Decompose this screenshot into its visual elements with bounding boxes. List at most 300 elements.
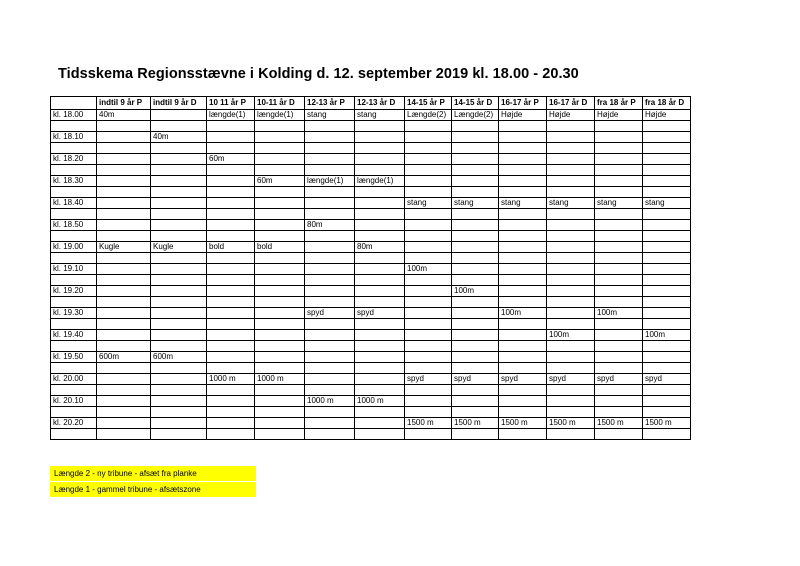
event-cell xyxy=(355,418,405,429)
event-cell: 1500 m xyxy=(595,418,643,429)
event-cell xyxy=(452,220,499,231)
empty-cell xyxy=(255,407,305,418)
empty-cell xyxy=(305,253,355,264)
empty-cell xyxy=(452,429,499,440)
empty-cell xyxy=(97,143,151,154)
event-cell xyxy=(452,396,499,407)
spacer-row xyxy=(51,385,691,396)
event-cell xyxy=(643,176,691,187)
empty-cell xyxy=(355,231,405,242)
empty-cell xyxy=(499,429,547,440)
spacer-row xyxy=(51,429,691,440)
event-cell: Højde xyxy=(547,110,595,121)
event-cell xyxy=(595,132,643,143)
empty-cell xyxy=(305,187,355,198)
empty-cell xyxy=(547,407,595,418)
event-cell xyxy=(207,396,255,407)
event-cell: Kugle xyxy=(97,242,151,253)
empty-cell xyxy=(255,275,305,286)
event-cell: spyd xyxy=(643,374,691,385)
empty-cell xyxy=(547,143,595,154)
empty-cell xyxy=(97,407,151,418)
event-cell xyxy=(305,132,355,143)
empty-cell xyxy=(97,209,151,220)
empty-cell xyxy=(51,143,97,154)
empty-cell xyxy=(547,363,595,374)
event-cell: længde(1) xyxy=(355,176,405,187)
event-cell xyxy=(305,198,355,209)
event-cell xyxy=(97,374,151,385)
event-cell xyxy=(97,418,151,429)
event-cell: stang xyxy=(595,198,643,209)
empty-cell xyxy=(151,231,207,242)
table-row xyxy=(51,418,691,429)
event-cell xyxy=(255,132,305,143)
event-cell: Længde(2) xyxy=(405,110,452,121)
empty-cell xyxy=(405,297,452,308)
event-cell xyxy=(595,286,643,297)
empty-cell xyxy=(51,429,97,440)
event-cell: spyd xyxy=(595,374,643,385)
empty-cell xyxy=(97,363,151,374)
empty-cell xyxy=(452,187,499,198)
event-cell xyxy=(97,220,151,231)
event-cell xyxy=(405,330,452,341)
time-cell: kl. 19.50 xyxy=(51,352,97,363)
event-cell xyxy=(255,330,305,341)
event-cell: 1500 m xyxy=(643,418,691,429)
empty-cell xyxy=(51,275,97,286)
event-cell xyxy=(305,242,355,253)
event-cell: 100m xyxy=(452,286,499,297)
spacer-row xyxy=(51,297,691,308)
event-cell xyxy=(207,220,255,231)
empty-cell xyxy=(305,341,355,352)
empty-cell xyxy=(643,231,691,242)
header-corner-cell xyxy=(51,97,97,110)
empty-cell xyxy=(405,341,452,352)
event-cell: længde(1) xyxy=(305,176,355,187)
empty-cell xyxy=(643,165,691,176)
empty-cell xyxy=(643,363,691,374)
event-cell: stang xyxy=(355,110,405,121)
time-cell: kl. 18.30 xyxy=(51,176,97,187)
event-cell xyxy=(499,220,547,231)
event-cell: stang xyxy=(499,198,547,209)
empty-cell xyxy=(595,121,643,132)
event-cell xyxy=(499,176,547,187)
empty-cell xyxy=(452,297,499,308)
empty-cell xyxy=(547,429,595,440)
event-cell: Højde xyxy=(499,110,547,121)
table-row xyxy=(51,176,691,187)
event-cell xyxy=(255,154,305,165)
event-cell: bold xyxy=(207,242,255,253)
empty-cell xyxy=(643,319,691,330)
empty-cell xyxy=(595,143,643,154)
empty-cell xyxy=(255,231,305,242)
empty-cell xyxy=(207,363,255,374)
event-cell xyxy=(452,352,499,363)
time-cell: kl. 19.40 xyxy=(51,330,97,341)
event-cell: spyd xyxy=(305,308,355,319)
event-cell: Højde xyxy=(643,110,691,121)
event-cell xyxy=(595,396,643,407)
table-row xyxy=(51,110,691,121)
empty-cell xyxy=(547,341,595,352)
empty-cell xyxy=(499,165,547,176)
empty-cell xyxy=(643,187,691,198)
event-cell: 100m xyxy=(643,330,691,341)
empty-cell xyxy=(151,341,207,352)
empty-cell xyxy=(97,385,151,396)
event-cell xyxy=(305,264,355,275)
event-cell xyxy=(151,198,207,209)
event-cell xyxy=(499,154,547,165)
event-cell xyxy=(643,286,691,297)
event-cell xyxy=(355,286,405,297)
empty-cell xyxy=(305,121,355,132)
empty-cell xyxy=(97,231,151,242)
empty-cell xyxy=(452,363,499,374)
empty-cell xyxy=(452,143,499,154)
column-header: fra 18 år P xyxy=(595,97,643,110)
event-cell xyxy=(207,264,255,275)
empty-cell xyxy=(643,385,691,396)
event-cell xyxy=(595,242,643,253)
table-row xyxy=(51,352,691,363)
spacer-row xyxy=(51,341,691,352)
empty-cell xyxy=(547,121,595,132)
empty-cell xyxy=(207,231,255,242)
empty-cell xyxy=(405,231,452,242)
event-cell: 1500 m xyxy=(405,418,452,429)
event-cell: 600m xyxy=(97,352,151,363)
event-cell xyxy=(643,242,691,253)
empty-cell xyxy=(452,121,499,132)
event-cell: spyd xyxy=(405,374,452,385)
empty-cell xyxy=(547,319,595,330)
empty-cell xyxy=(547,165,595,176)
event-cell xyxy=(97,308,151,319)
empty-cell xyxy=(207,121,255,132)
event-cell xyxy=(452,330,499,341)
event-cell xyxy=(499,286,547,297)
empty-cell xyxy=(51,165,97,176)
event-cell xyxy=(405,132,452,143)
time-cell: kl. 18.10 xyxy=(51,132,97,143)
event-cell xyxy=(97,198,151,209)
event-cell xyxy=(643,220,691,231)
event-cell: 60m xyxy=(207,154,255,165)
event-cell xyxy=(643,154,691,165)
event-cell xyxy=(255,352,305,363)
event-cell: spyd xyxy=(355,308,405,319)
empty-cell xyxy=(595,231,643,242)
table-row xyxy=(51,308,691,319)
event-cell: 100m xyxy=(547,330,595,341)
event-cell xyxy=(405,176,452,187)
time-cell: kl. 20.00 xyxy=(51,374,97,385)
empty-cell xyxy=(151,143,207,154)
empty-cell xyxy=(547,385,595,396)
empty-cell xyxy=(151,165,207,176)
event-cell xyxy=(151,220,207,231)
empty-cell xyxy=(97,165,151,176)
empty-cell xyxy=(499,121,547,132)
event-cell xyxy=(499,396,547,407)
empty-cell xyxy=(151,429,207,440)
column-header: 16-17 år D xyxy=(547,97,595,110)
event-cell xyxy=(97,154,151,165)
event-cell xyxy=(255,286,305,297)
page-title: Tidsskema Regionsstævne i Kolding d. 12. september 2019 kl. 18.00 - 20.30 xyxy=(58,66,579,82)
spacer-row xyxy=(51,319,691,330)
event-cell xyxy=(452,176,499,187)
empty-cell xyxy=(499,143,547,154)
event-cell xyxy=(643,396,691,407)
time-cell: kl. 20.20 xyxy=(51,418,97,429)
event-cell: stang xyxy=(643,198,691,209)
event-cell xyxy=(207,418,255,429)
event-cell xyxy=(405,308,452,319)
column-header: indtil 9 år P xyxy=(97,97,151,110)
event-cell xyxy=(97,330,151,341)
empty-cell xyxy=(547,231,595,242)
empty-cell xyxy=(405,209,452,220)
empty-cell xyxy=(305,209,355,220)
event-cell xyxy=(255,264,305,275)
event-cell xyxy=(643,132,691,143)
event-cell xyxy=(452,154,499,165)
event-cell xyxy=(595,154,643,165)
empty-cell xyxy=(643,429,691,440)
empty-cell xyxy=(207,187,255,198)
column-header: 12-13 år P xyxy=(305,97,355,110)
table-row xyxy=(51,374,691,385)
event-cell xyxy=(547,264,595,275)
time-cell: kl. 18.20 xyxy=(51,154,97,165)
event-cell xyxy=(151,396,207,407)
event-cell xyxy=(595,330,643,341)
empty-cell xyxy=(643,275,691,286)
table-row xyxy=(51,220,691,231)
empty-cell xyxy=(51,253,97,264)
event-cell xyxy=(305,352,355,363)
event-cell xyxy=(405,396,452,407)
empty-cell xyxy=(97,341,151,352)
spacer-row xyxy=(51,275,691,286)
event-cell xyxy=(643,308,691,319)
empty-cell xyxy=(355,341,405,352)
empty-cell xyxy=(452,341,499,352)
event-cell: 80m xyxy=(355,242,405,253)
event-cell xyxy=(405,286,452,297)
empty-cell xyxy=(51,407,97,418)
event-cell xyxy=(355,198,405,209)
empty-cell xyxy=(255,253,305,264)
empty-cell xyxy=(452,385,499,396)
empty-cell xyxy=(452,319,499,330)
event-cell: 600m xyxy=(151,352,207,363)
time-cell: kl. 19.10 xyxy=(51,264,97,275)
event-cell xyxy=(207,176,255,187)
event-cell xyxy=(452,308,499,319)
empty-cell xyxy=(305,275,355,286)
event-cell xyxy=(355,264,405,275)
empty-cell xyxy=(643,341,691,352)
event-cell xyxy=(355,220,405,231)
event-cell xyxy=(547,396,595,407)
empty-cell xyxy=(499,275,547,286)
event-cell xyxy=(305,154,355,165)
event-cell xyxy=(255,220,305,231)
empty-cell xyxy=(207,407,255,418)
empty-cell xyxy=(499,341,547,352)
event-cell xyxy=(151,176,207,187)
event-cell: 1000 m xyxy=(355,396,405,407)
event-cell xyxy=(547,154,595,165)
empty-cell xyxy=(643,209,691,220)
empty-cell xyxy=(51,209,97,220)
event-cell xyxy=(151,418,207,429)
event-cell xyxy=(499,242,547,253)
empty-cell xyxy=(207,143,255,154)
event-cell xyxy=(452,132,499,143)
table-row xyxy=(51,396,691,407)
event-cell xyxy=(97,176,151,187)
empty-cell xyxy=(499,407,547,418)
event-cell xyxy=(595,352,643,363)
event-cell: 1000 m xyxy=(255,374,305,385)
column-header: 14-15 år D xyxy=(452,97,499,110)
time-cell: kl. 18.40 xyxy=(51,198,97,209)
empty-cell xyxy=(643,143,691,154)
event-cell xyxy=(547,286,595,297)
empty-cell xyxy=(452,253,499,264)
event-cell: 1000 m xyxy=(207,374,255,385)
empty-cell xyxy=(595,319,643,330)
empty-cell xyxy=(97,253,151,264)
empty-cell xyxy=(207,275,255,286)
event-cell: 80m xyxy=(305,220,355,231)
empty-cell xyxy=(405,407,452,418)
empty-cell xyxy=(355,319,405,330)
event-cell xyxy=(207,286,255,297)
spacer-row xyxy=(51,253,691,264)
event-cell: 40m xyxy=(151,132,207,143)
event-cell xyxy=(595,176,643,187)
spacer-row xyxy=(51,363,691,374)
event-cell xyxy=(151,154,207,165)
empty-cell xyxy=(255,341,305,352)
empty-cell xyxy=(595,275,643,286)
empty-cell xyxy=(305,429,355,440)
event-cell xyxy=(452,264,499,275)
table-row xyxy=(51,242,691,253)
empty-cell xyxy=(499,385,547,396)
empty-cell xyxy=(499,209,547,220)
event-cell: stang xyxy=(452,198,499,209)
event-cell xyxy=(547,308,595,319)
schedule-table xyxy=(50,96,691,440)
empty-cell xyxy=(547,297,595,308)
event-cell: Kugle xyxy=(151,242,207,253)
event-cell: Længde(2) xyxy=(452,110,499,121)
empty-cell xyxy=(255,385,305,396)
empty-cell xyxy=(97,319,151,330)
empty-cell xyxy=(405,429,452,440)
spacer-row xyxy=(51,209,691,220)
event-cell xyxy=(97,264,151,275)
time-cell: kl. 19.00 xyxy=(51,242,97,253)
empty-cell xyxy=(305,297,355,308)
event-cell xyxy=(151,308,207,319)
event-cell xyxy=(405,242,452,253)
empty-cell xyxy=(255,187,305,198)
empty-cell xyxy=(355,275,405,286)
table-row xyxy=(51,286,691,297)
empty-cell xyxy=(355,407,405,418)
event-cell: 40m xyxy=(97,110,151,121)
empty-cell xyxy=(643,253,691,264)
empty-cell xyxy=(499,363,547,374)
empty-cell xyxy=(207,209,255,220)
header-row xyxy=(51,97,691,110)
event-cell: stang xyxy=(547,198,595,209)
empty-cell xyxy=(405,253,452,264)
empty-cell xyxy=(499,187,547,198)
table-row xyxy=(51,198,691,209)
event-cell xyxy=(151,330,207,341)
empty-cell xyxy=(355,209,405,220)
empty-cell xyxy=(255,319,305,330)
event-cell xyxy=(97,132,151,143)
empty-cell xyxy=(305,319,355,330)
time-cell: kl. 18.50 xyxy=(51,220,97,231)
empty-cell xyxy=(595,297,643,308)
empty-cell xyxy=(207,253,255,264)
empty-cell xyxy=(255,121,305,132)
event-cell xyxy=(405,352,452,363)
empty-cell xyxy=(355,143,405,154)
table-row xyxy=(51,132,691,143)
empty-cell xyxy=(595,187,643,198)
empty-cell xyxy=(207,385,255,396)
time-cell: kl. 19.30 xyxy=(51,308,97,319)
empty-cell xyxy=(151,385,207,396)
event-cell xyxy=(255,418,305,429)
empty-cell xyxy=(452,165,499,176)
time-cell: kl. 19.20 xyxy=(51,286,97,297)
event-cell xyxy=(547,176,595,187)
empty-cell xyxy=(547,253,595,264)
empty-cell xyxy=(643,407,691,418)
event-cell xyxy=(305,330,355,341)
empty-cell xyxy=(405,143,452,154)
time-cell: kl. 18.00 xyxy=(51,110,97,121)
empty-cell xyxy=(51,385,97,396)
empty-cell xyxy=(97,275,151,286)
table-row xyxy=(51,154,691,165)
event-cell xyxy=(499,352,547,363)
table-row xyxy=(51,264,691,275)
empty-cell xyxy=(643,121,691,132)
event-cell xyxy=(452,242,499,253)
empty-cell xyxy=(355,429,405,440)
event-cell xyxy=(207,198,255,209)
column-header: 14-15 år P xyxy=(405,97,452,110)
